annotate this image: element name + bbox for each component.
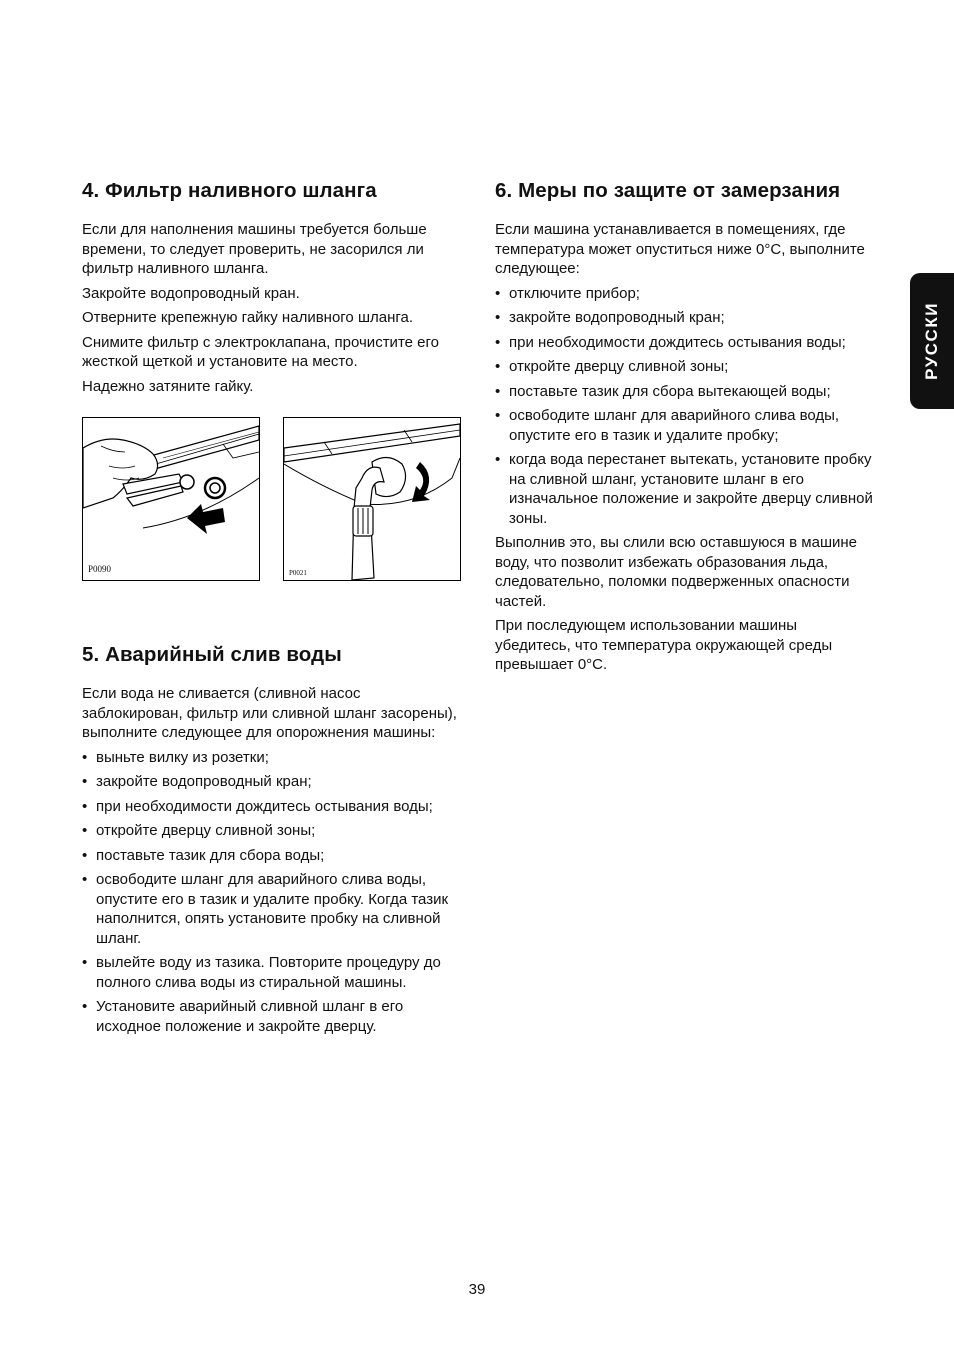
figures: [82, 417, 462, 582]
list-item: • когда вода перестанет вытекать, установите пробку на сливной шланг, установите шланг в его изначальное положение и закройте дверцу сливной зоны.: [495, 450, 875, 528]
figure-code: P0090: [88, 564, 112, 574]
language-tab: [910, 273, 954, 409]
section-4-title: 4. Фильтр наливного шланга: [82, 179, 377, 202]
paragraph: Закройте водопроводный кран.: [82, 284, 300, 302]
paragraph: Надежно затяните гайку.: [82, 377, 254, 395]
list-item: • при необходимости дождитесь остывания воды;: [82, 797, 462, 817]
figure-hose-removal: [283, 417, 461, 581]
section-5: [82, 642, 462, 1041]
list-item: • откройте дверцу сливной зоны;: [495, 357, 875, 377]
page-number: 39: [468, 1281, 486, 1298]
section-6-title: 6. Меры по защите от замерзания: [495, 179, 841, 202]
section-4: [82, 178, 462, 401]
paragraph: Отверните крепежную гайку наливного шланга.: [82, 309, 414, 326]
paragraph: При последующем использовании машины убедитесь, что температура окружающей среды превышает 0°C.: [495, 617, 833, 673]
paragraph: Снимите фильтр с электроклапана, прочистите его жесткой щеткой и установите на место.: [82, 333, 439, 370]
list-item: • освободите шланг для аварийного слива воды, опустите его в тазик и удалите пробку. Когда тазик наполнится, опять установите пробку на сливной шланг.: [82, 870, 462, 948]
list-item: • выньте вилку из розетки;: [82, 748, 462, 768]
paragraph: Если для наполнения машины требуется больше времени, то следует проверить, не засорился ли фильтр наливного шланга.: [82, 221, 427, 277]
list-item: • при необходимости дождитесь остывания воды;: [495, 333, 875, 353]
list-item: • поставьте тазик для сбора воды;: [82, 846, 462, 866]
bullet-list: [495, 284, 875, 529]
bullet-list: [82, 748, 462, 1037]
list-item: • освободите шланг для аварийного слива воды, опустите его в тазик и удалите пробку;: [495, 406, 875, 445]
list-item: • поставьте тазик для сбора вытекающей воды;: [495, 382, 875, 402]
paragraph: Если машина устанавливается в помещениях, где температура может опуститься ниже 0°C, выполните следующее:: [495, 221, 865, 277]
list-item: • закройте водопроводный кран;: [495, 308, 875, 328]
paragraph: Если вода не сливается (сливной насос заблокирован, фильтр или сливной шланг засорены), выполните следующее для опорожнения машины:: [82, 685, 457, 741]
list-item: • отключите прибор;: [495, 284, 875, 304]
figure-filter-removal: [82, 417, 260, 581]
list-item: • Установите аварийный сливной шланг в его исходное положение и закройте дверцу.: [82, 997, 462, 1036]
list-item: • закройте водопроводный кран;: [82, 772, 462, 792]
section-6: [495, 178, 875, 680]
figure-code: P0021: [289, 569, 307, 577]
list-item: • откройте дверцу сливной зоны;: [82, 821, 462, 841]
pliers-hand-illustration: [83, 418, 259, 580]
language-tab-label: РУССКИ: [922, 302, 941, 380]
list-item: • вылейте воду из тазика. Повторите процедуру до полного слива воды из стиральной машины.: [82, 953, 462, 992]
section-5-title: 5. Аварийный слив воды: [82, 643, 342, 666]
hose-illustration: [284, 418, 460, 580]
paragraph: Выполнив это, вы слили всю оставшуюся в машине воду, что позволит избежать образования льда, следовательно, поломки подверженных опасности частей.: [495, 534, 857, 610]
